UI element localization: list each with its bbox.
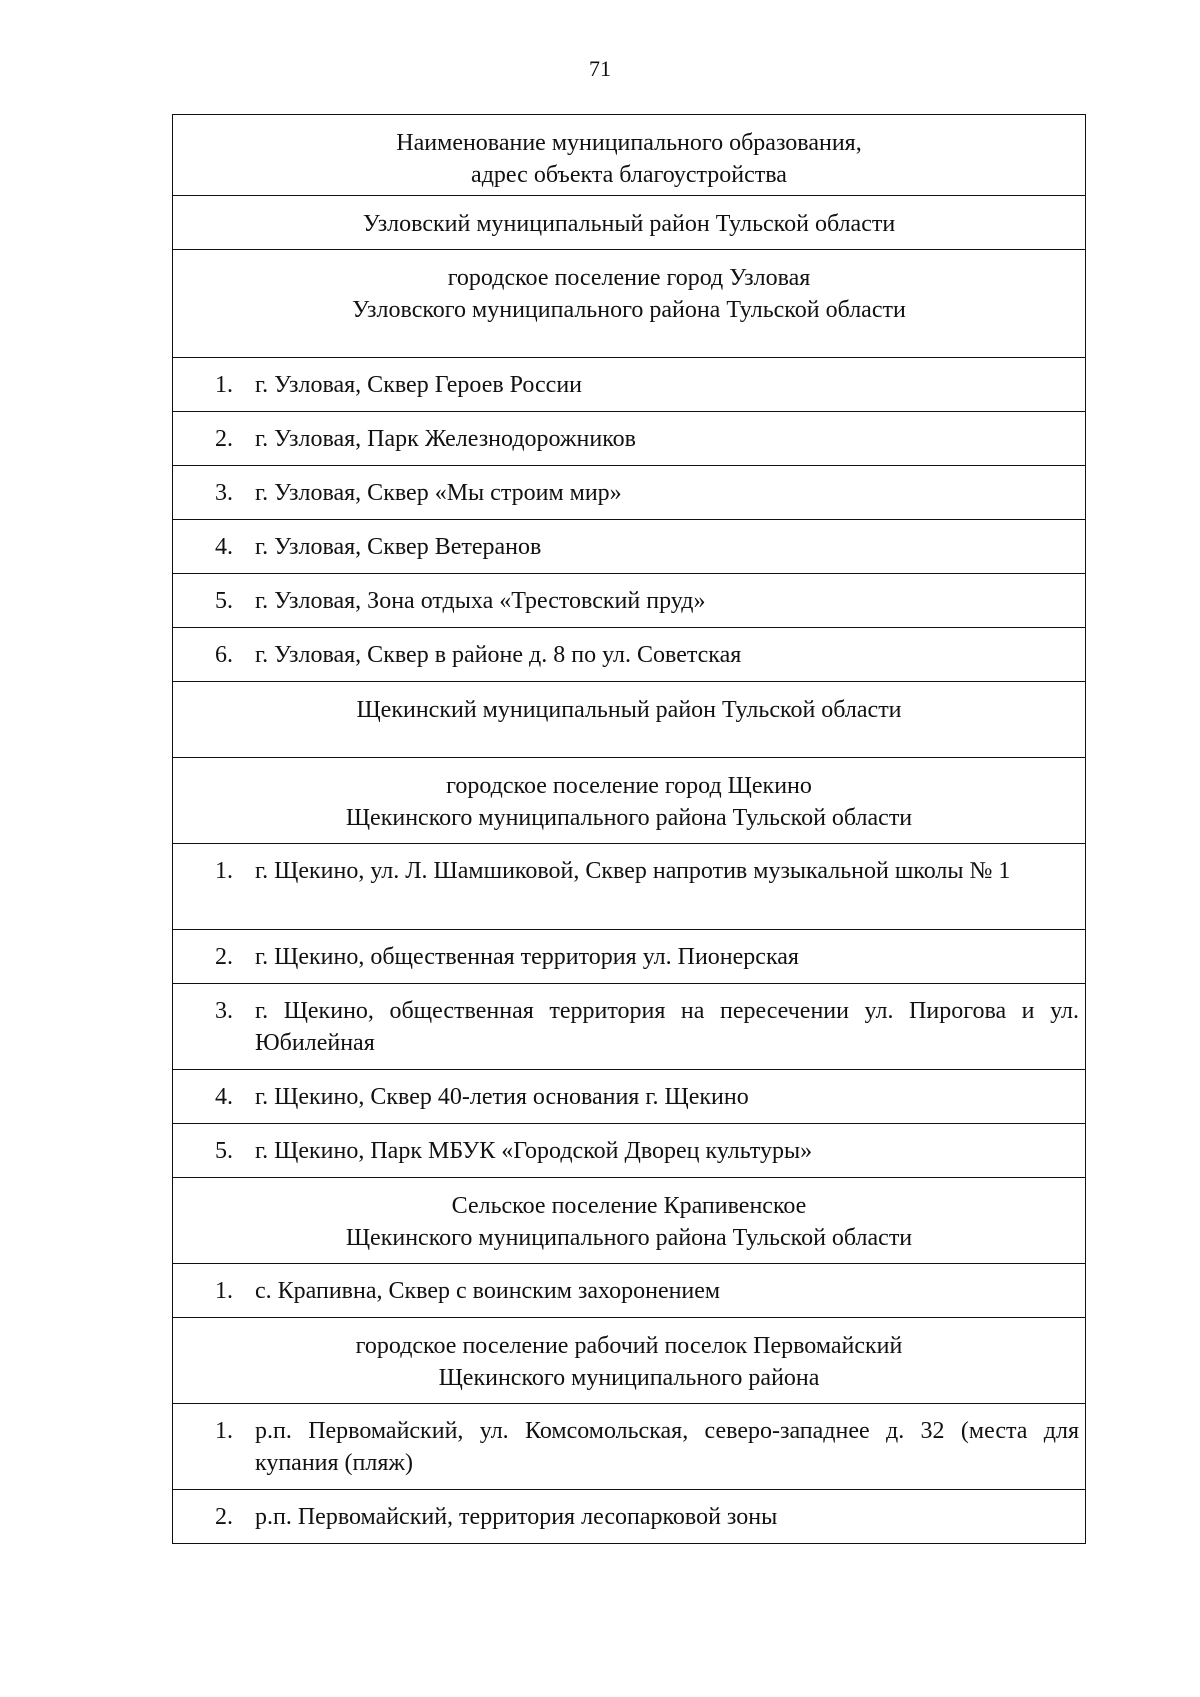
- table-row: [173, 1489, 1085, 1543]
- table-row: [173, 1263, 1085, 1317]
- table-row: [173, 929, 1085, 983]
- objects-table: [172, 114, 1086, 1544]
- settlement-title: Сельское поселение Крапивенское Щекинского муниципального района Тульской области: [173, 1177, 1085, 1263]
- table-row: [173, 1069, 1085, 1123]
- table-row: [173, 519, 1085, 573]
- row-number: 4.: [215, 1084, 233, 1110]
- row-address: г. Узловая, Парк Железнодорожников: [255, 426, 636, 452]
- row-number: 1.: [215, 372, 233, 398]
- settlement-title: городское поселение город Узловая Узловского муниципального района Тульской области: [173, 249, 1085, 357]
- page-number: 71: [589, 56, 611, 81]
- row-address: г. Узловая, Зона отдыха «Трестовский пруд»: [255, 588, 706, 614]
- row-number: 2.: [215, 1504, 233, 1530]
- row-address: г. Узловая, Сквер Ветеранов: [255, 534, 542, 560]
- row-number: 1.: [215, 1278, 233, 1304]
- row-address: г. Щекино, общественная территория на пересечении ул. Пирогова и ул. Юбилейная: [255, 998, 1079, 1056]
- row-number: 5.: [215, 1138, 233, 1164]
- row-number: 4.: [215, 534, 233, 560]
- row-address: г. Щекино, Сквер 40-летия основания г. Щекино: [255, 1084, 749, 1110]
- row-number: 1.: [215, 858, 233, 884]
- row-address: р.п. Первомайский, территория лесопарковой зоны: [255, 1504, 778, 1530]
- row-number: 3.: [215, 480, 233, 506]
- row-address: г. Узловая, Сквер в районе д. 8 по ул. Советская: [255, 642, 742, 668]
- table-row: [173, 983, 1085, 1069]
- table-row: [173, 627, 1085, 681]
- table-header-line: Наименование муниципального образования,: [396, 130, 862, 156]
- row-address: г. Узловая, Сквер Героев России: [255, 372, 583, 398]
- table-row: [173, 573, 1085, 627]
- table-row: [173, 1123, 1085, 1177]
- row-number: 1.: [215, 1418, 233, 1444]
- settlement-title: городское поселение город Щекино Щекинского муниципального района Тульской области: [173, 757, 1085, 843]
- row-number: 2.: [215, 426, 233, 452]
- row-address: г. Узловая, Сквер «Мы строим мир»: [255, 480, 622, 506]
- row-address: г. Щекино, общественная территория ул. Пионерская: [255, 944, 799, 970]
- district-title: Щекинский муниципальный район Тульской области: [173, 681, 1085, 757]
- row-address: с. Крапивна, Сквер с воинским захоронением: [255, 1278, 721, 1304]
- table-header: [173, 115, 1085, 195]
- table-row: [173, 1403, 1085, 1489]
- row-address: г. Щекино, Парк МБУК «Городской Дворец культуры»: [255, 1138, 813, 1164]
- row-number: 3.: [215, 998, 233, 1024]
- row-number: 5.: [215, 588, 233, 614]
- district-title: Узловский муниципальный район Тульской области: [173, 195, 1085, 249]
- row-number: 2.: [215, 944, 233, 970]
- table-header-line: адрес объекта благоустройства: [471, 162, 787, 188]
- row-number: 6.: [215, 642, 233, 668]
- row-address: г. Щекино, ул. Л. Шамшиковой, Сквер напротив музыкальной школы № 1: [255, 858, 1011, 884]
- settlement-title: городское поселение рабочий поселок Первомайский Щекинского муниципального района: [173, 1317, 1085, 1403]
- table-row: [173, 465, 1085, 519]
- table-row: [173, 357, 1085, 411]
- row-address: р.п. Первомайский, ул. Комсомольская, северо-западнее д. 32 (места для купания (пляж): [255, 1418, 1079, 1476]
- table-row: [173, 843, 1085, 929]
- table-row: [173, 411, 1085, 465]
